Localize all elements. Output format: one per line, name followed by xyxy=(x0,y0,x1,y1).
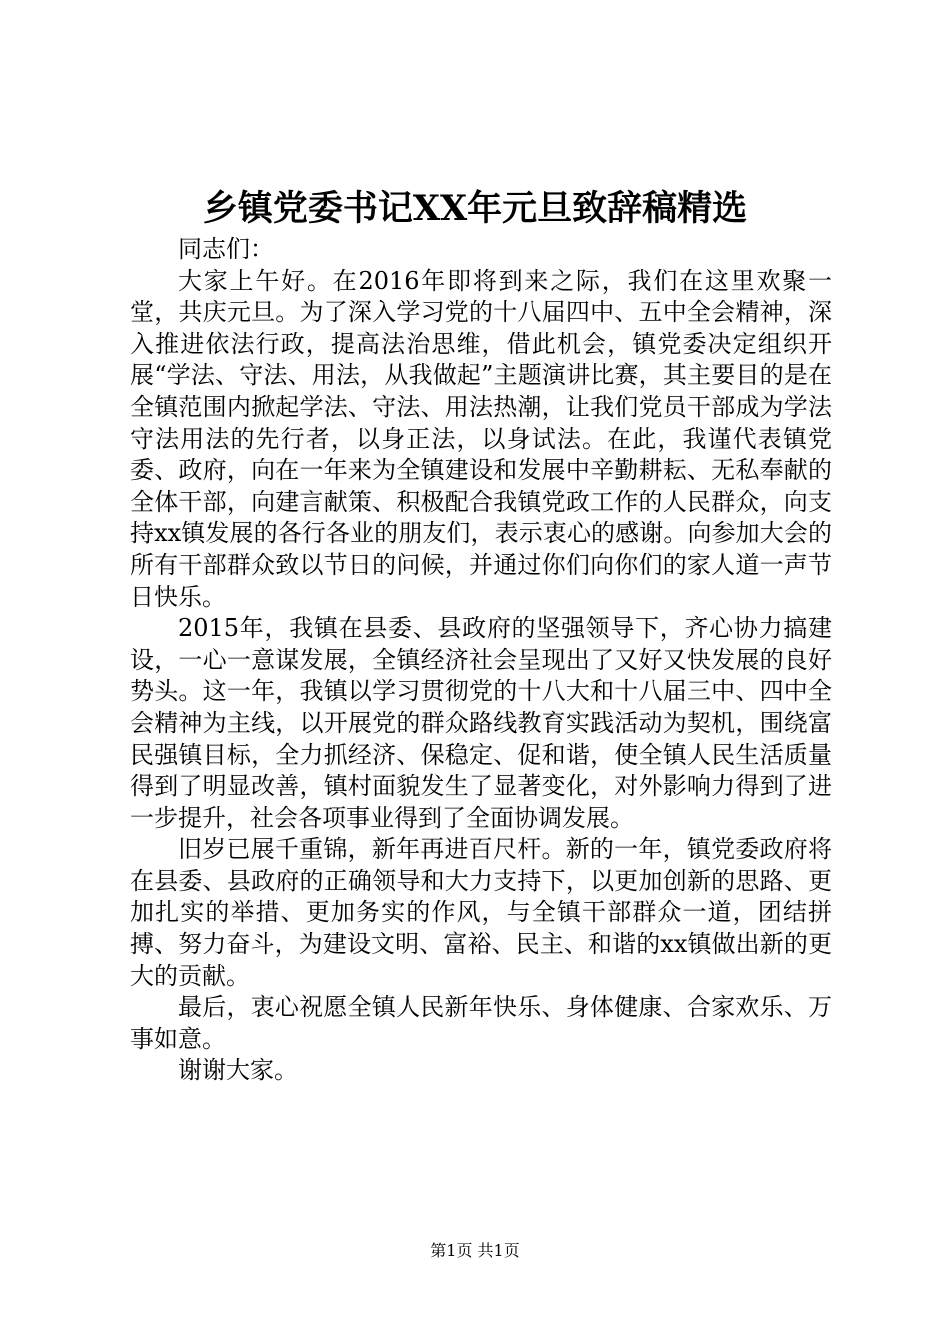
body-paragraph: 大家上午好。在2016年即将到来之际，我们在这里欢聚一堂，共庆元旦。为了深入学习党的十八届四中、五中全会精神，深入推进依法行政，提高法治思维，借此机会，镇党委决定组织开展“学法、守法、用法，从我做起”主题演讲比赛，其主要目的是在全镇范围内掀起学法、守法、用法热潮，让我们党员干部成为学法守法用法的先行者，以身正法，以身试法。在此，我谨代表镇党委、政府，向在一年来为全镇建设和发展中辛勤耕耘、无私奉献的全体干部，向建言献策、积极配合我镇党政工作的人民群众，向支持xx镇发展的各行各业的朋友们，表示衷心的感谢。向参加大会的所有干部群众致以节日的问候，并通过你们向你们的家人道一声节日快乐。 xyxy=(130,266,832,611)
body-paragraph: 2015年，我镇在县委、县政府的坚强领导下，齐心协力搞建设，一心一意谋发展，全镇经济社会呈现出了又好又快发展的良好势头。这一年，我镇以学习贯彻党的十八大和十八届三中、四中全会精神为主线，以开展党的群众路线教育实践活动为契机，围绕富民强镇目标，全力抓经济、保稳定、促和谐，使全镇人民生活质量得到了明显改善，镇村面貌发生了显著变化，对外影响力得到了进一步提升，社会各项事业得到了全面协调发展。 xyxy=(130,614,832,832)
closing-paragraph: 最后，衷心祝愿全镇人民新年快乐、身体健康、合家欢乐、万事如意。 xyxy=(130,993,832,1053)
document-title: 乡镇党委书记XX年元旦致辞稿精选 xyxy=(202,188,748,229)
document-body xyxy=(130,234,832,1087)
page-footer: 第1页 共1页 xyxy=(430,1241,520,1260)
body-paragraph: 旧岁已展千重锦，新年再进百尺杆。新的一年，镇党委政府将在县委、县政府的正确领导和大力支持下，以更加创新的思路、更加扎实的举措、更加务实的作风，与全镇干部群众一道，团结拼搏、努力奋斗，为建设文明、富裕、民主、和谐的xx镇做出新的更大的贡献。 xyxy=(130,835,832,990)
thanks-paragraph: 谢谢大家。 xyxy=(178,1056,298,1085)
salutation-paragraph: 同志们： xyxy=(178,235,274,263)
